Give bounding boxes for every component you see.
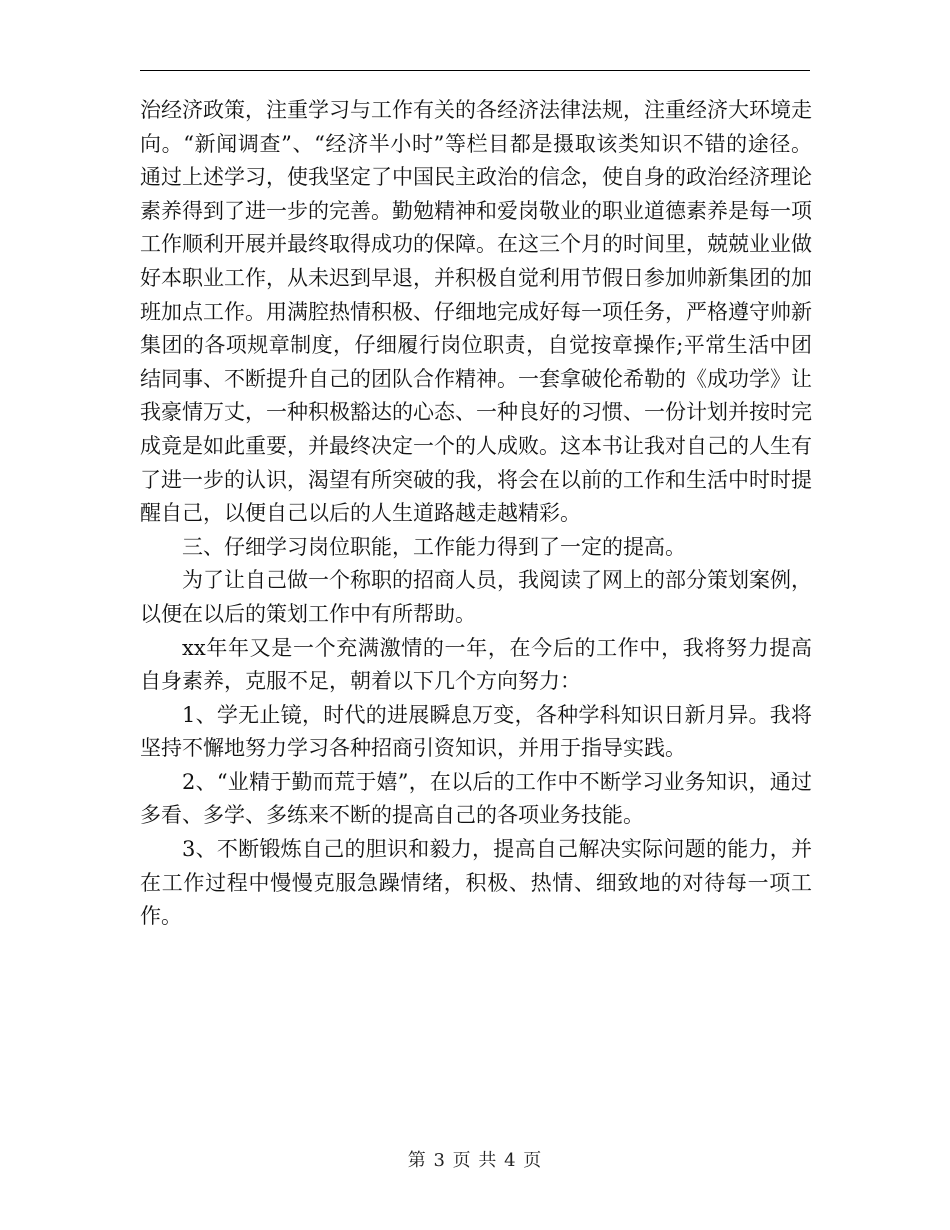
paragraph-reading: 为了让自己做一个称职的招商人员，我阅读了网上的部分策划案例，以便在以后的策划工作中有所帮助。 — [140, 568, 812, 626]
document-body — [140, 94, 812, 934]
header-rule — [140, 70, 810, 71]
paragraph-continued: 治经济政策，注重学习与工作有关的各经济法律法规，注重经济大环境走向。“新闻调查”、“经济半小时”等栏目都是摄取该类知识不错的途径。通过上述学习，使我坚定了中国民主政治的信念，使自身的政治经济理论素养得到了进一步的完善。勤勉精神和爱岗敬业的职业道德素养是每一项工作顺利开展并最终取得成功的保障。在这三个月的时间里，兢兢业业做好本职业工作，从未迟到早退，并积极自觉利用节假日参加帅新集团的加班加点工作。用满腔热情积极、仔细地完成好每一项任务，严格遵守帅新集团的各项规章制度，仔细履行岗位职责，自觉按章操作;平常生活中团结同事、不断提升自己的团队合作精神。一套拿破伦希勒的《成功学》让我豪情万丈，一种积极豁达的心态、一种良好的习惯、一份计划并按时完成竟是如此重要，并最终决定一个的人成败。这本书让我对自己的人生有了进一步的认识，渴望有所突破的我，将会在以前的工作和生活中时时提醒自己，以便自己以后的人生道路越走越精彩。 — [140, 98, 812, 526]
paragraph-plan-intro: xx年年又是一个充满激情的一年，在今后的工作中，我将努力提高自身素养，克服不足，朝着以下几个方向努力： — [140, 635, 812, 694]
list-item-3: 3、不断锻炼自己的胆识和毅力，提高自己解决实际问题的能力，并在工作过程中慢慢克服急躁情绪，积极、热情、细致地的对待每一项工作。 — [140, 837, 812, 929]
list-item-2: 2、“业精于勤而荒于嬉”，在以后的工作中不断学习业务知识，通过多看、多学、多练来不断的提高自己的各项业务技能。 — [140, 769, 812, 828]
page-indicator: 第 3 页 共 4 页 — [407, 1150, 543, 1171]
section-heading-three: 三、仔细学习岗位职能，工作能力得到了一定的提高。 — [182, 534, 686, 559]
list-item-1: 1、学无止镜，时代的进展瞬息万变，各种学科知识日新月异。我将坚持不懈地努力学习各种招商引资知识，并用于指导实践。 — [140, 702, 812, 761]
